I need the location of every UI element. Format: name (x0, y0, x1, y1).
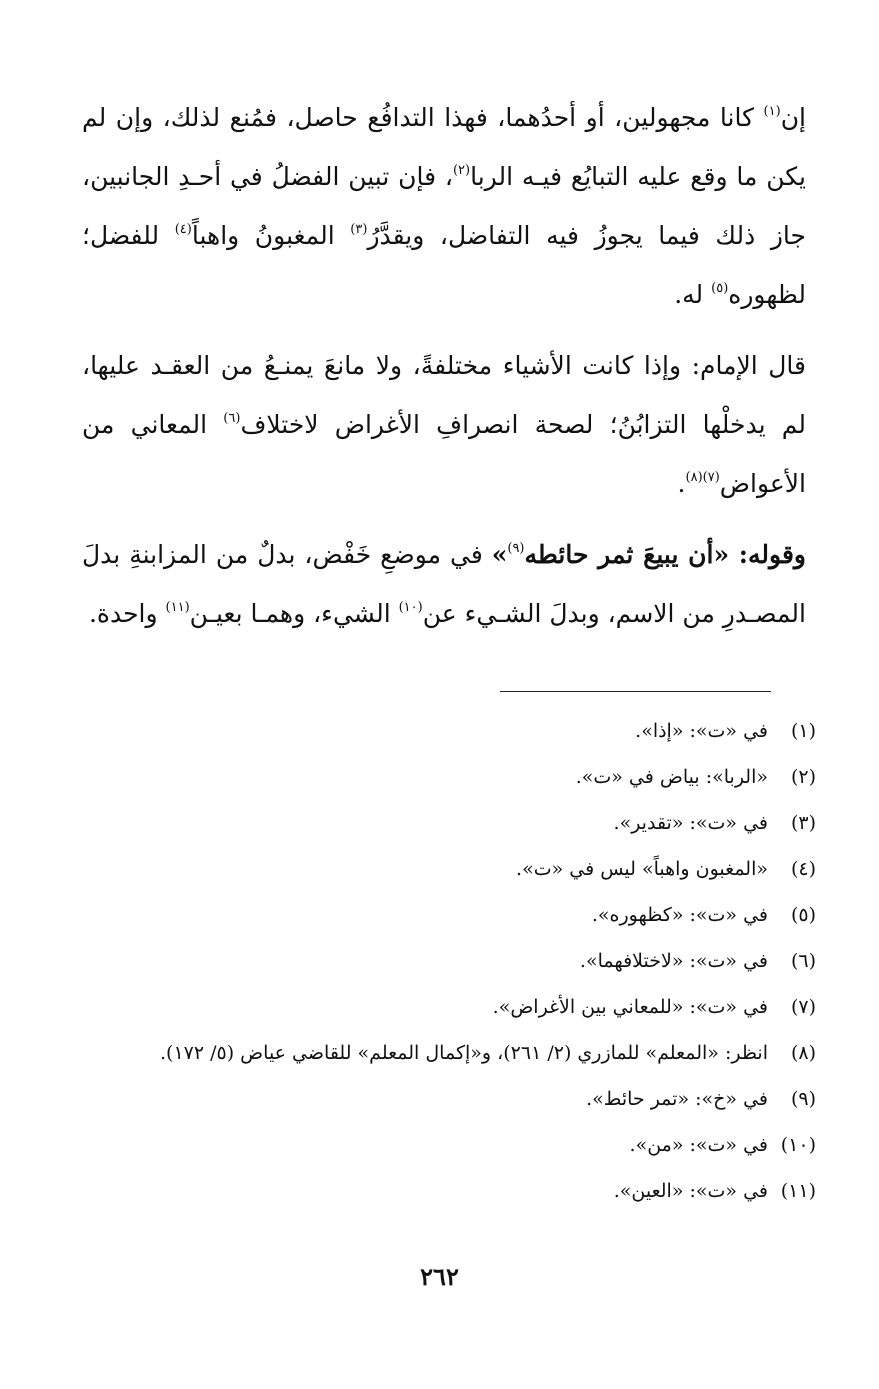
footnote (82, 892, 816, 938)
footnote-text: في «خ»: «تمر حائط». (586, 1088, 768, 1110)
text-run: قال الإمام: وإذا كانت الأشياء مختلفةً، ولا مانعَ يمنـعُ من العقـد عليها، لم يدخلْها التزابُنُ؛ لصحة انصرافِ الأغراض لاختلاف (82, 351, 806, 439)
footnote-number: (١) (790, 720, 816, 742)
footnote-text: في «ت»: «العين». (613, 1180, 768, 1202)
text-run: كانا مجهولين، أو أحدُهما، فهذا التدافُع حاصل، فمُنع لذلك، وإن لم يكن ما وقع عليه التبايُع فيـه الربا (82, 103, 806, 191)
footnote (82, 708, 816, 754)
footnote-text: انظر: «المعلم» للمازري (٢/ ٢٦١)، و«إكمال المعلم» للقاضي عياض (٥/ ١٧٢). (159, 1042, 768, 1064)
footnote-ref: (٧) (702, 470, 720, 485)
footnote-ref: (٤) (174, 222, 192, 237)
footnote (82, 800, 816, 846)
main-text (82, 88, 806, 655)
footnote-text: «الربا»: بياض في «ت». (575, 766, 768, 788)
footnote (82, 1168, 816, 1214)
footnote-number: (٨) (790, 1042, 816, 1064)
text-run: له. (674, 280, 712, 309)
footnote (82, 846, 816, 892)
footnote-ref: (٣) (350, 222, 368, 237)
paragraph-3 (82, 525, 806, 643)
paragraph-1 (82, 88, 806, 324)
footnote-number: (١٠) (780, 1134, 816, 1156)
footnote (82, 1076, 816, 1122)
text-run: واحدة. (88, 599, 166, 628)
footnote-number: (٩) (790, 1088, 816, 1110)
footnote (82, 938, 816, 984)
footnote-text: في «ت»: «تقدير». (613, 812, 768, 834)
text-run: المغبونُ واهباً (191, 221, 351, 250)
footnote (82, 1122, 816, 1168)
footnote-number: (٢) (790, 766, 816, 788)
paragraph-2 (82, 336, 806, 513)
text-run: للفضل؛ لظهوره (82, 221, 806, 309)
footnote-text: في «ت»: «كظهوره». (591, 904, 768, 926)
text-run: في موضعِ خَفْض، بدلٌ من المزابنةِ بدلَ المصـدرِ من الاسم، وبدلَ الشـيء عن (82, 540, 806, 628)
footnotes-list (82, 708, 816, 1214)
quoted-lead-end: » (491, 540, 508, 569)
quoted-lead: وقوله: «أن يبيعَ ثمر حائطه (524, 540, 806, 569)
footnote-text: في «ت»: «لاختلافهما». (579, 950, 768, 972)
text-run: المعاني من الأعواض (82, 410, 806, 498)
footnote-text: في «ت»: «إذا». (635, 720, 768, 742)
footnote-ref: (٦) (223, 411, 241, 426)
text-run: إن (780, 103, 806, 132)
footnote-ref: (١) (763, 104, 781, 119)
page-number: ٢٦٢ (420, 1262, 459, 1291)
footnote (82, 984, 816, 1030)
footnote-ref: (١٠) (398, 600, 423, 615)
footnote-number: (٦) (790, 950, 816, 972)
text-run: الشيء، وهمـا بعيـن (189, 599, 399, 628)
footnote-divider (500, 691, 771, 692)
footnote-ref: (١١) (165, 600, 190, 615)
footnote-ref: (٥) (711, 281, 729, 296)
text-run: ، فإن تبين الفضلُ في أحـدِ الجانبين، جاز ذلك فيما يجوزُ فيه التفاضل، ويقدَّرُ (82, 162, 806, 250)
footnote-number: (١١) (780, 1180, 816, 1202)
footnote (82, 754, 816, 800)
footnote-ref: (٩) (507, 541, 525, 556)
footnote-number: (٥) (790, 904, 816, 926)
text-run: . (677, 469, 686, 498)
footnote-number: (٣) (790, 812, 816, 834)
footnote (82, 1030, 816, 1076)
footnote-text: في «ت»: «من». (629, 1134, 768, 1156)
footnote-number: (٧) (790, 996, 816, 1018)
footnote-number: (٤) (790, 858, 816, 880)
footnote-ref: (٨) (685, 470, 703, 485)
footnote-ref: (٢) (452, 163, 471, 178)
footnote-text: «المغبون واهباً» ليس في «ت». (516, 858, 768, 880)
footnote-text: في «ت»: «للمعاني بين الأغراض». (492, 996, 768, 1018)
